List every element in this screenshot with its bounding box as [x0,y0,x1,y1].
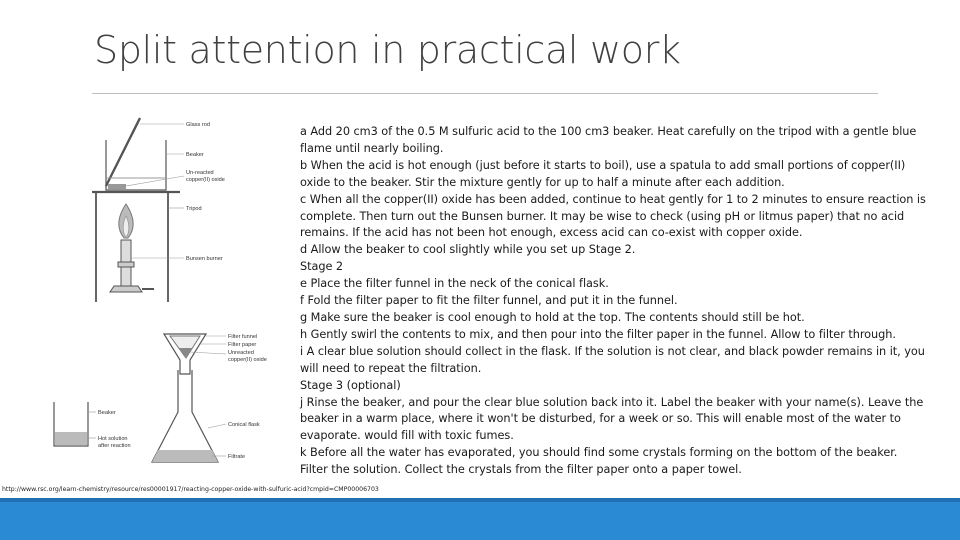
instruction-step-a: a Add 20 cm3 of the 0.5 M sulfuric acid to the 100 cm3 beaker. Heat carefully on the tripod with a gentle blue flame until nearly boiling. [300,125,917,155]
footer-stripe [0,498,960,502]
label-hot-solution-1: Hot solution [98,436,128,442]
stage-heading-2: Stage 2 [300,260,344,274]
label-copper-oxide: copper(II) oxide [228,357,267,363]
label-filter-funnel: Filter funnel [228,334,258,340]
label-hot-solution-2: after reaction [98,443,131,449]
heating-setup [92,118,184,302]
label-small-beaker: Beaker [98,410,116,416]
filtrate-liquid [152,450,218,462]
instruction-step-k: k Before all the water has evaporated, you should find some crystals forming on the bottom of the beaker. Filter the solution. Collect the crystals from the filter paper onto a paper towel. [300,446,898,477]
label-glass-rod: Glass rod [186,122,210,128]
conical-flask-shape [152,370,218,462]
instruction-step-f: f Fold the filter paper to fit the filter funnel, and put it in the funnel. [300,294,678,308]
footer-bar [0,498,960,540]
hot-solution-liquid [55,432,87,445]
label-tripod: Tripod [186,206,202,212]
slide-title: Split attention in practical work [94,28,681,72]
instruction-step-d: d Allow the beaker to cool slightly while you set up Stage 2. [300,243,636,257]
label-beaker: Beaker [186,152,204,158]
apparatus-diagram [40,112,296,482]
label-filter-paper: Filter paper [228,342,257,348]
instruction-step-b: b When the acid is hot enough (just before it starts to boil), use a spatula to add small portions of copper(II) oxide to the beaker. Stir the mixture gently for up to half a minute after each addition. [300,158,906,189]
instruction-step-g: g Make sure the beaker is cool enough to hold at the top. The contents should still be hot. [300,310,805,324]
instruction-step-j: j Rinse the beaker, and pour the clear blue solution back into it. Label the beaker with your name(s). Leave the beaker in a warm place, where it won't be disturbed, for a week or so. This will enable most of the water to evaporate. would fill with toxic fumes. [300,395,924,443]
procedure-instructions [300,124,926,479]
label-unreacted-2: copper(II) oxide [186,177,225,183]
label-unreacted-1: Un-reacted [186,170,214,176]
beaker-shape [106,140,166,190]
label-unreacted: Unreacted [228,350,254,356]
copper-oxide-powder [108,184,126,189]
glass-rod-shape [106,118,140,186]
label-bunsen-burner: Bunsen burner [186,256,223,262]
stage-heading-3: Stage 3 (optional) [300,378,401,392]
title-divider [92,93,878,94]
instruction-step-e: e Place the filter funnel in the neck of the conical flask. [300,277,609,291]
apparatus-figure [40,112,296,482]
source-link[interactable]: http://www.rsc.org/learn-chemistry/resource/res00001917/reacting-copper-oxide-with-sulfuric-acid?cmpid=CMP00006703 [2,486,379,493]
label-conical-flask: Conical flask [228,422,260,428]
instruction-step-c: c When all the copper(II) oxide has been added, continue to heat gently for 1 to 2 minutes to ensure reaction is complete. Then turn out the Bunsen burner. It may be wise to check (using pH or litmus paper) that no acid remains. If the acid has not been hot enough, excess acid can co-exist with copper oxide. [300,192,926,240]
label-filtrate: Filtrate [228,454,246,460]
filtration-setup [54,334,226,462]
instruction-step-h: h Gently swirl the contents to mix, and then pour into the filter paper in the funnel. Allow to filter through. [300,327,896,341]
instruction-step-i: i A clear blue solution should collect in the flask. If the solution is not clear, and black powder remains in it, you will need to repeat the filtration. [300,344,925,375]
air-collar [118,262,134,267]
burner-base [110,286,142,292]
